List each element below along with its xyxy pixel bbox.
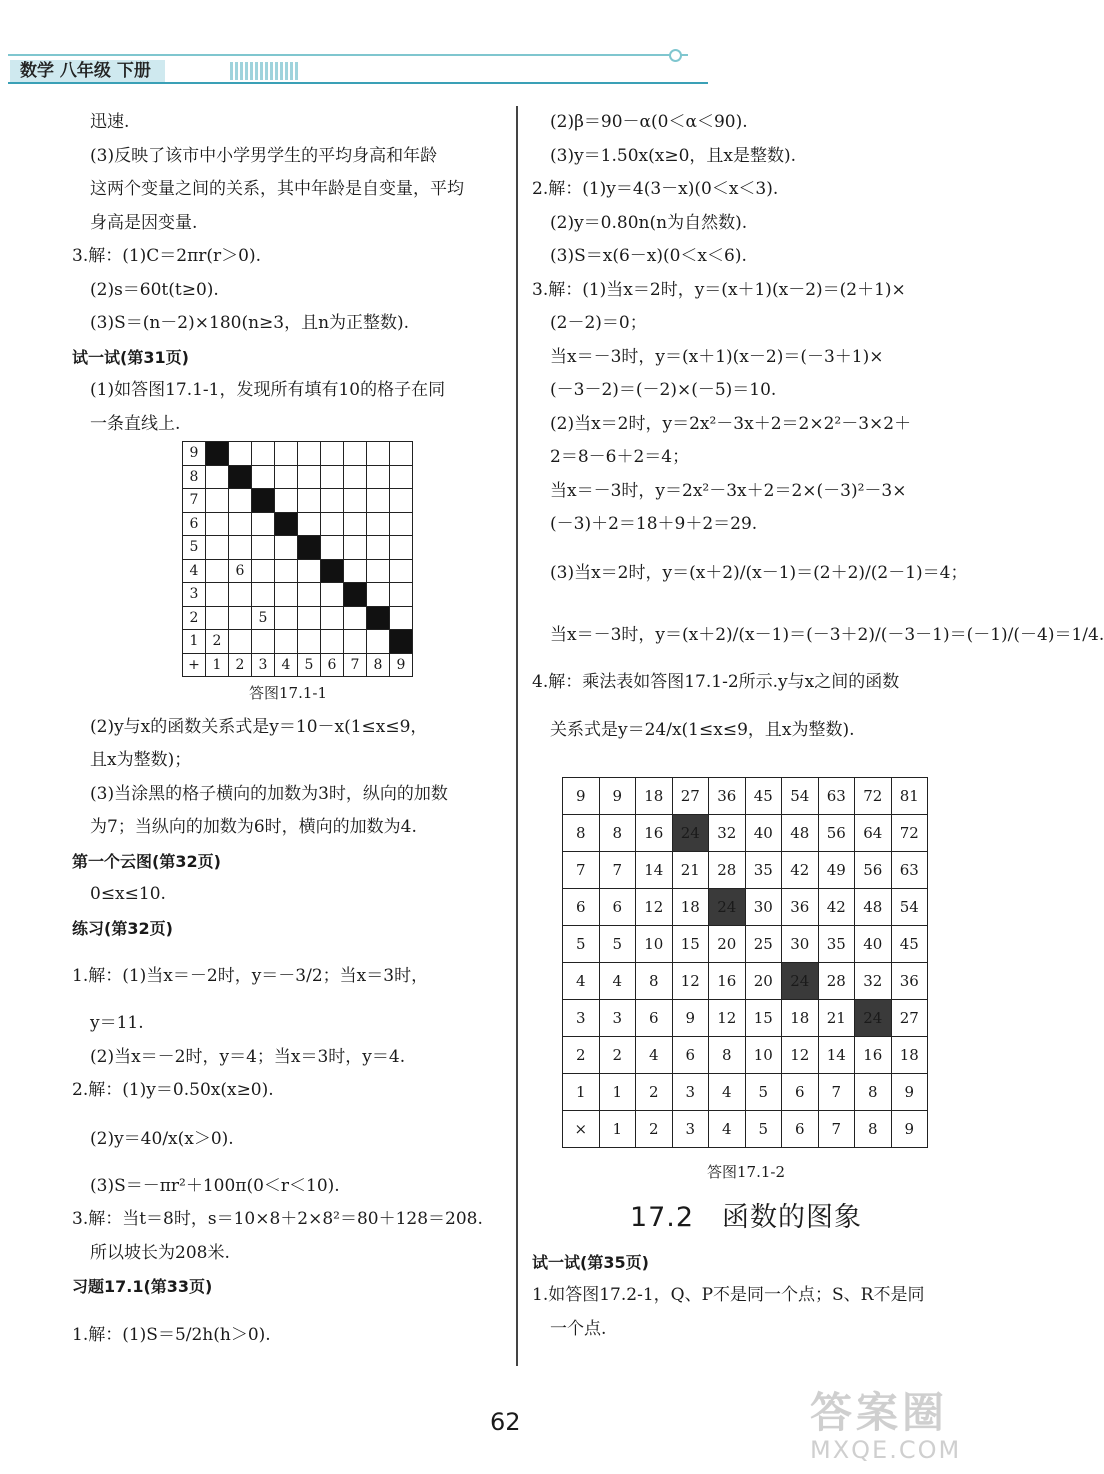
text-line: 一条直线上. (90, 413, 181, 434)
grid-cell: 10 (636, 926, 673, 963)
grid-cell: 9 (563, 778, 600, 815)
header-rule-bottom (8, 82, 708, 84)
grid-cell: 6 (183, 512, 206, 536)
right-text-block-2 (532, 1246, 960, 1347)
grid-cell: 4 (563, 963, 600, 1000)
grid-cell: 45 (745, 778, 782, 815)
grid-cell (367, 559, 390, 583)
grid-cell (298, 606, 321, 630)
text-line: 关系式是y＝24/x(1≤x≤9，且x为整数). (550, 720, 855, 740)
grid-cell: 5 (252, 606, 275, 630)
grid-cell: 49 (818, 852, 855, 889)
grid-cell (367, 512, 390, 536)
grid-cell (390, 512, 413, 536)
grid-cell (229, 512, 252, 536)
grid-cell: 15 (672, 926, 709, 963)
grid-cell (275, 536, 298, 560)
page-number: 62 (490, 1408, 521, 1436)
grid-cell: × (563, 1111, 600, 1148)
grid-cell: 7 (344, 653, 367, 677)
text-line: 试一试(第35页) (532, 1252, 649, 1272)
grid-cell: 6 (782, 1111, 819, 1148)
grid-cell: 48 (782, 815, 819, 852)
grid-cell: 72 (891, 815, 928, 852)
text-line: 一个点. (550, 1318, 607, 1339)
grid-cell (344, 559, 367, 583)
grid-cell: 36 (891, 963, 928, 1000)
text-line: (3)反映了该市中小学男学生的平均身高和年龄 (90, 145, 438, 166)
grid-cell (206, 559, 229, 583)
grid-cell: 25 (745, 926, 782, 963)
text-line: 练习(第32页) (72, 918, 173, 938)
watermark (810, 1380, 995, 1470)
grid-cell (390, 606, 413, 630)
grid-cell (252, 559, 275, 583)
grid-cell (321, 465, 344, 489)
grid-cell (344, 465, 367, 489)
grid-cell (229, 583, 252, 607)
grid-cell: 1 (206, 653, 229, 677)
grid-cell: 45 (891, 926, 928, 963)
left-column (72, 106, 504, 1366)
grid-row (563, 1037, 928, 1074)
grid-cell: 36 (782, 889, 819, 926)
column-divider (516, 106, 518, 1366)
grid-cell: 6 (563, 889, 600, 926)
grid-cell (252, 630, 275, 654)
grid-cell (229, 465, 252, 489)
grid-cell: 14 (636, 852, 673, 889)
grid-cell (344, 606, 367, 630)
grid-cell (321, 536, 344, 560)
grid-cell (321, 512, 344, 536)
grid-cell: 3 (672, 1074, 709, 1111)
grid-cell: 27 (672, 778, 709, 815)
grid-cell: 18 (672, 889, 709, 926)
grid-cell (229, 630, 252, 654)
grid-cell: 5 (563, 926, 600, 963)
grid-cell: 3 (563, 1000, 600, 1037)
grid-cell (229, 489, 252, 513)
grid-cell (206, 489, 229, 513)
grid-cell (206, 583, 229, 607)
grid-cell (321, 489, 344, 513)
grid-row (563, 926, 928, 963)
grid-cell (367, 630, 390, 654)
grid-cell: 5 (298, 653, 321, 677)
grid-cell: 24 (782, 963, 819, 1000)
grid-row (563, 1000, 928, 1037)
grid-row (563, 778, 928, 815)
grid-cell: 4 (275, 653, 298, 677)
grid-cell: 9 (390, 653, 413, 677)
grid-cell: 16 (855, 1037, 892, 1074)
grid-cell (252, 442, 275, 466)
grid-cell (275, 630, 298, 654)
grid-cell (367, 442, 390, 466)
text-line: (2－2)＝0； (550, 313, 647, 333)
text-line: (3)当x＝2时，y＝(x＋2)/(x－1)＝(2＋2)/(2－1)＝4； (550, 562, 968, 583)
grid-cell: 24 (855, 1000, 892, 1037)
grid-cell: 21 (818, 1000, 855, 1037)
grid-row (563, 1111, 928, 1148)
grid-cell: 8 (183, 465, 206, 489)
grid-cell (275, 559, 298, 583)
grid-cell (321, 630, 344, 654)
grid-cell: 2 (636, 1074, 673, 1111)
grid-cell (344, 442, 367, 466)
grid-cell: 5 (745, 1111, 782, 1148)
grid-cell: 6 (229, 559, 252, 583)
grid-row (183, 606, 413, 630)
grid-row (563, 889, 928, 926)
grid-cell (298, 536, 321, 560)
grid-cell: 56 (818, 815, 855, 852)
grid-cell: 9 (891, 1111, 928, 1148)
grid-cell: 24 (709, 889, 746, 926)
grid-row (183, 442, 413, 466)
text-line: (2)β＝90－α(0＜α＜90). (550, 112, 748, 132)
grid-cell (229, 606, 252, 630)
text-line: 且x为整数)； (90, 750, 192, 770)
grid-cell: 2 (183, 606, 206, 630)
grid-cell: 28 (709, 852, 746, 889)
text-line: 2.解：(1)y＝4(3－x)(0＜x＜3). (532, 179, 779, 199)
grid-cell: 9 (672, 1000, 709, 1037)
grid-cell: 2 (206, 630, 229, 654)
grid-cell: 12 (636, 889, 673, 926)
grid-cell: 1 (599, 1111, 636, 1148)
grid-cell (321, 606, 344, 630)
grid-cell: 6 (599, 889, 636, 926)
grid-row (563, 852, 928, 889)
text-line: (2)y＝40/x(x＞0). (90, 1128, 234, 1149)
text-line: 0≤x≤10. (90, 884, 166, 904)
grid-cell (275, 489, 298, 513)
grid-cell: 40 (855, 926, 892, 963)
text-line: (2)y＝0.80n(n为自然数). (550, 212, 748, 233)
grid-row (183, 489, 413, 513)
grid-row (183, 465, 413, 489)
text-line: 2＝8－6＋2＝4； (550, 447, 690, 467)
grid-cell: 27 (891, 1000, 928, 1037)
grid-cell: 81 (891, 778, 928, 815)
grid-cell: 6 (782, 1074, 819, 1111)
grid-cell: 2 (563, 1037, 600, 1074)
grid-cell (206, 465, 229, 489)
text-line: 为7；当纵向的加数为6时，横向的加数为4. (90, 817, 417, 837)
text-line: (－3)＋2＝18＋9＋2＝29. (550, 514, 758, 534)
grid-cell: 5 (183, 536, 206, 560)
text-line: (3)S＝x(6－x)(0＜x＜6). (550, 246, 747, 266)
grid-cell (298, 489, 321, 513)
left-text-block-1 (72, 106, 504, 441)
grid-cell: 7 (563, 852, 600, 889)
text-line: 所以坡长为208米. (90, 1242, 230, 1263)
text-line: 4.解：乘法表如答图17.1-2所示.y与x之间的函数 (532, 671, 900, 692)
section-title: 17.2 函数的图象 (629, 1201, 863, 1233)
grid-cell: 7 (818, 1074, 855, 1111)
text-line: 迅速. (90, 112, 130, 132)
grid-row (183, 536, 413, 560)
grid-cell (298, 442, 321, 466)
grid-cell: 30 (745, 889, 782, 926)
grid-row (183, 512, 413, 536)
header-pattern (230, 62, 300, 80)
text-line: 3.解：(1)C＝2πr(r＞0). (72, 246, 262, 266)
grid-cell: 40 (745, 815, 782, 852)
grid-cell: 8 (709, 1037, 746, 1074)
grid-cell (298, 630, 321, 654)
grid-cell (367, 536, 390, 560)
grid-cell (367, 583, 390, 607)
text-line: (1)如答图17.1-1，发现所有填有10的格子在同 (90, 380, 446, 400)
grid-cell: 36 (709, 778, 746, 815)
grid-cell: 28 (818, 963, 855, 1000)
grid-cell: 2 (229, 653, 252, 677)
grid-cell: 9 (599, 778, 636, 815)
grid-cell (206, 536, 229, 560)
grid-cell: 8 (636, 963, 673, 1000)
grid-cell (390, 489, 413, 513)
grid-cell: 21 (672, 852, 709, 889)
grid-cell: 48 (855, 889, 892, 926)
grid-cell: 20 (745, 963, 782, 1000)
grid-row (183, 630, 413, 654)
grid-cell: 1 (599, 1074, 636, 1111)
grid-cell (344, 583, 367, 607)
text-line: 习题17.1(第33页) (72, 1277, 213, 1296)
grid-cell: 32 (855, 963, 892, 1000)
grid-row (563, 815, 928, 852)
grid-cell (252, 489, 275, 513)
grid-cell (344, 536, 367, 560)
text-line: (3)S＝－πr²＋100π(0＜r＜10). (90, 1175, 340, 1196)
grid-cell: 5 (599, 926, 636, 963)
grid-cell (367, 489, 390, 513)
grid-cell (275, 465, 298, 489)
grid1-caption: 答图17.1-1 (248, 684, 327, 702)
text-line: (3)y＝1.50x(x≥0，且x是整数). (550, 145, 797, 166)
grid-cell: 8 (367, 653, 390, 677)
grid-cell: 32 (709, 815, 746, 852)
grid-cell: 4 (709, 1111, 746, 1148)
grid-cell: 10 (745, 1037, 782, 1074)
grid-cell (390, 442, 413, 466)
grid-row (183, 653, 413, 677)
right-text-block-1 (532, 106, 1104, 761)
text-line: (3)当涂黑的格子横向的加数为3时，纵向的加数 (90, 783, 448, 804)
grid-cell: 18 (636, 778, 673, 815)
grid-cell (252, 536, 275, 560)
grid-cell: 18 (782, 1000, 819, 1037)
grid-cell (390, 465, 413, 489)
grid-row (183, 583, 413, 607)
text-line: 当x＝－3时，y＝(x＋2)/(x－1)＝(－3＋2)/(－3－1)＝(－1)/(－4)＝1/4. (550, 624, 1104, 645)
grid-cell: 3 (599, 1000, 636, 1037)
watermark-url: MXQE.COM (810, 1436, 962, 1464)
grid-cell (229, 442, 252, 466)
grid-cell (252, 583, 275, 607)
text-line: (－3－2)＝(－2)×(－5)＝10. (550, 380, 777, 400)
text-line: (2)当x＝－2时，y＝4；当x＝3时，y＝4. (90, 1046, 406, 1067)
grid-cell (390, 559, 413, 583)
grid-cell: 2 (599, 1037, 636, 1074)
text-line: 第一个云图(第32页) (72, 851, 221, 871)
text-line: 3.解：当t＝8时，s＝10×8＋2×8²＝80＋128＝208. (72, 1209, 483, 1229)
grid-cell (344, 512, 367, 536)
grid-cell: 15 (745, 1000, 782, 1037)
grid-cell: 6 (672, 1037, 709, 1074)
grid-cell: 9 (183, 442, 206, 466)
grid-cell: 24 (672, 815, 709, 852)
grid-cell: 4 (709, 1074, 746, 1111)
grid-cell (252, 465, 275, 489)
grid-cell (229, 536, 252, 560)
grid-cell (390, 583, 413, 607)
grid-cell: 16 (709, 963, 746, 1000)
grid-cell: 1 (183, 630, 206, 654)
left-text-block-2 (72, 711, 504, 1366)
grid-cell (298, 583, 321, 607)
grid-cell (367, 606, 390, 630)
grid-cell: 30 (782, 926, 819, 963)
text-line: (2)y与x的函数关系式是y＝10－x(1≤x≤9， (90, 716, 428, 737)
text-line: 1.解：(1)当x＝－2时，y＝－3/2；当x＝3时， (72, 966, 429, 986)
grid-cell (344, 489, 367, 513)
page-header (8, 52, 688, 88)
text-line: (3)S＝(n－2)×180(n≥3，且n为正整数). (90, 313, 410, 333)
grid-cell: 63 (818, 778, 855, 815)
grid-cell: 8 (599, 815, 636, 852)
grid-cell (275, 583, 298, 607)
text-line: (2)当x＝2时，y＝2x²－3x＋2＝2×2²－3×2＋ (550, 413, 912, 434)
header-title: 数学 八年级 下册 (10, 60, 165, 82)
grid-cell (206, 606, 229, 630)
multiplication-table (562, 777, 928, 1148)
grid-cell (367, 465, 390, 489)
grid-cell: 16 (636, 815, 673, 852)
grid-cell (298, 512, 321, 536)
grid-cell (298, 559, 321, 583)
grid-cell: 8 (563, 815, 600, 852)
grid-cell: 54 (782, 778, 819, 815)
grid-cell: 4 (636, 1037, 673, 1074)
grid-cell (275, 442, 298, 466)
text-line: 1.如答图17.2-1，Q、P不是同一个点；S、R不是同 (532, 1285, 925, 1305)
grid-cell: 54 (891, 889, 928, 926)
grid-cell: 1 (563, 1074, 600, 1111)
grid-cell: 6 (636, 1000, 673, 1037)
grid-cell: 5 (745, 1074, 782, 1111)
grid-cell (298, 465, 321, 489)
grid-cell: 4 (599, 963, 636, 1000)
grid-cell (252, 512, 275, 536)
grid-cell: 9 (891, 1074, 928, 1111)
text-line: 当x＝－3时，y＝2x²－3x＋2＝2×(－3)²－3× (550, 480, 907, 501)
grid-cell: 72 (855, 778, 892, 815)
grid-cell: 7 (599, 852, 636, 889)
grid-cell: 35 (745, 852, 782, 889)
grid-row (563, 1074, 928, 1111)
grid-cell: 7 (818, 1111, 855, 1148)
grid2-caption: 答图17.1-2 (706, 1163, 785, 1181)
grid-cell: 12 (672, 963, 709, 1000)
grid-row (563, 963, 928, 1000)
text-line: 1.解：(1)S＝5/2h(h＞0). (72, 1324, 271, 1345)
text-line: 2.解：(1)y＝0.50x(x≥0). (72, 1080, 274, 1100)
grid-cell: 8 (855, 1111, 892, 1148)
right-column (532, 106, 1104, 1346)
grid-cell (275, 606, 298, 630)
grid-cell: 2 (636, 1111, 673, 1148)
addition-grid (182, 441, 413, 677)
grid-cell: 3 (183, 583, 206, 607)
grid-cell: 12 (709, 1000, 746, 1037)
grid-cell (390, 536, 413, 560)
grid-cell (275, 512, 298, 536)
grid-cell: + (183, 653, 206, 677)
grid-cell: 63 (891, 852, 928, 889)
header-rule-top (8, 54, 688, 56)
grid-cell: 8 (855, 1074, 892, 1111)
grid-cell (390, 630, 413, 654)
grid-row (183, 559, 413, 583)
grid-cell: 3 (252, 653, 275, 677)
grid-cell: 18 (891, 1037, 928, 1074)
grid-cell (321, 442, 344, 466)
grid-cell: 4 (183, 559, 206, 583)
grid-cell (206, 442, 229, 466)
text-line: 身高是因变量. (90, 212, 198, 233)
grid-cell: 3 (672, 1111, 709, 1148)
header-circle-icon (669, 49, 682, 62)
grid-cell: 64 (855, 815, 892, 852)
watermark-logo-text: 答案圈 (810, 1388, 949, 1437)
grid-cell: 56 (855, 852, 892, 889)
grid-cell: 14 (818, 1037, 855, 1074)
grid-cell: 42 (818, 889, 855, 926)
text-line: 试一试(第31页) (72, 347, 189, 367)
grid-cell: 6 (321, 653, 344, 677)
text-line: 3.解：(1)当x＝2时，y＝(x＋1)(x－2)＝(2＋1)× (532, 279, 906, 300)
grid-cell: 42 (782, 852, 819, 889)
grid-cell: 20 (709, 926, 746, 963)
grid-cell: 7 (183, 489, 206, 513)
grid-cell (206, 512, 229, 536)
grid-cell (321, 559, 344, 583)
text-line: y＝11. (90, 1013, 144, 1033)
grid-cell (321, 583, 344, 607)
grid-cell: 35 (818, 926, 855, 963)
text-line: 当x＝－3时，y＝(x＋1)(x－2)＝(－3＋1)× (550, 346, 884, 367)
grid-cell: 12 (782, 1037, 819, 1074)
text-line: (2)s＝60t(t≥0). (90, 279, 219, 300)
text-line: 这两个变量之间的关系，其中年龄是自变量，平均 (90, 179, 464, 199)
grid-cell (344, 630, 367, 654)
